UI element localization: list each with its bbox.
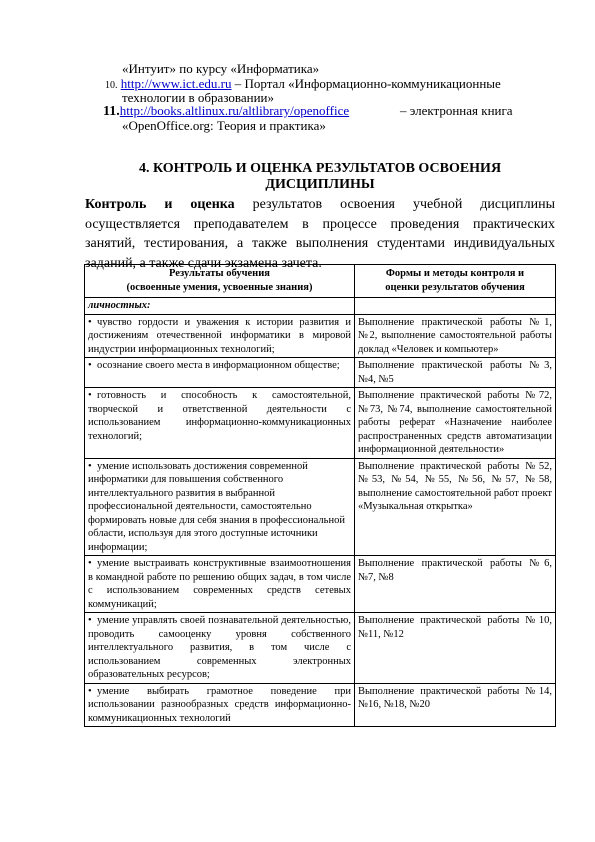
header-line: Формы и методы контроля и bbox=[385, 268, 525, 279]
method-cell: Выполнение практической работы №72, №73, №74, выполнение самостоятельной работы реферат «Назначение наиболее распространенных средств автоматизации информационной деятельности» bbox=[355, 388, 556, 459]
result-cell bbox=[85, 358, 355, 388]
method-cell: Выполнение практической работы №10, №11, №12 bbox=[355, 613, 556, 684]
result-text: умение выбирать грамотное поведение при использовании разнообразных средств информационно-коммуникационных технологий bbox=[88, 685, 351, 724]
table-row bbox=[85, 613, 556, 684]
result-text: готовность и способность к самостоятельной, творческой и ответственной деятельности с использованием информационно-коммуникационных технологий; bbox=[88, 390, 351, 442]
empty-cell bbox=[355, 298, 556, 315]
method-cell: Выполнение практической работы №1, №2, выполнение самостоятельной работы доклад «Человек и компьютер» bbox=[355, 314, 556, 358]
lead-text: результатов освоения учебной дисциплины осуществляется преподавателем в процессе проведения практических занятий, тестирования, а также выполнения студентами индивидуальных заданий, а также сдачи экзамена зачета. bbox=[85, 197, 555, 271]
header-line: (освоенные умения, усвоенные знания) bbox=[126, 282, 313, 293]
reference-item-11 bbox=[103, 103, 349, 119]
bullet-icon: • bbox=[88, 615, 92, 626]
header-line: оценки результатов обучения bbox=[385, 282, 525, 293]
results-table bbox=[84, 264, 556, 727]
reference-link-ict[interactable]: http://www.ict.edu.ru bbox=[120, 76, 232, 91]
result-text: осознание своего места в информационном обществе; bbox=[97, 360, 340, 371]
bullet-icon: • bbox=[88, 390, 92, 401]
bullet-icon: • bbox=[88, 360, 92, 371]
reference-item-11-cont: «OpenOffice.org: Теория и практика» bbox=[122, 118, 326, 133]
header-methods bbox=[355, 265, 556, 298]
reference-link-altlinux[interactable]: http://books.altlinux.ru/altlibrary/openoffice bbox=[119, 103, 350, 118]
method-cell: Выполнение практической работы №3, №4, №5 bbox=[355, 358, 556, 388]
lead-bold-text: Контроль и оценка bbox=[85, 197, 235, 212]
table-row bbox=[85, 556, 556, 613]
result-cell bbox=[85, 683, 355, 727]
reference-number: 11. bbox=[103, 104, 120, 119]
reference-number: 10. bbox=[105, 80, 118, 91]
table-row bbox=[85, 458, 556, 556]
method-cell: Выполнение практической работы №52, №53, №54, №55, №56, №57, №58, выполнение самостоятельной работ проект «Музыкальная открытка» bbox=[355, 458, 556, 556]
table-header-row bbox=[85, 265, 556, 298]
bullet-icon: • bbox=[88, 460, 92, 472]
reference-item-10-cont: технологии в образовании» bbox=[122, 90, 274, 105]
category-label: личностных: bbox=[85, 298, 355, 315]
header-results bbox=[85, 265, 355, 298]
result-cell bbox=[85, 458, 355, 556]
bullet-icon: • bbox=[88, 316, 92, 328]
result-text: умение управлять своей познавательной деятельностью, проводить самооценку уровня собственного интеллектуального развития, в том числе с использованием современных электронных образовательных ресурсов; bbox=[88, 615, 351, 680]
method-cell: Выполнение практической работы №14, №16, №18, №20 bbox=[355, 683, 556, 727]
section-title-line: 4. КОНТРОЛЬ И ОЦЕНКА РЕЗУЛЬТАТОВ ОСВОЕНИЯ bbox=[138, 161, 502, 176]
reference-text: – Портал «Информационно-коммуникационные bbox=[231, 76, 501, 91]
result-cell bbox=[85, 556, 355, 613]
result-text: умение выстраивать конструктивные взаимоотношения в командной работе по решению общих задач, в том числе с использованием современных средств сетевых коммуникаций; bbox=[88, 558, 351, 610]
result-cell bbox=[85, 388, 355, 459]
method-cell: Выполнение практической работы №6, №7, №8 bbox=[355, 556, 556, 613]
bullet-icon: • bbox=[88, 685, 92, 697]
table-row bbox=[85, 314, 556, 358]
intro-paragraph bbox=[85, 195, 555, 273]
table-row bbox=[85, 388, 556, 459]
table-row bbox=[85, 358, 556, 388]
section-title bbox=[85, 161, 555, 193]
result-text: умение использовать достижения современной информатики для повышения собственного интеллектуального развития в выбранной профессиональной деятельности, самостоятельно формировать новые для себя знания в профессиональной области, используя для этого доступные источники информации; bbox=[88, 460, 345, 553]
result-text: чувство гордости и уважения к истории развития и достижениям отечественной информатики в мировой индустрии информационных технологий; bbox=[88, 316, 351, 355]
result-cell bbox=[85, 314, 355, 358]
result-cell bbox=[85, 613, 355, 684]
section-title-line: ДИСЦИПЛИНЫ bbox=[265, 177, 375, 192]
header-line: Результаты обучения bbox=[169, 268, 270, 279]
category-row bbox=[85, 298, 556, 315]
reference-continuation: «Интуит» по курсу «Информатика» bbox=[122, 61, 320, 76]
table-row bbox=[85, 683, 556, 727]
reference-text: – электронная книга bbox=[400, 103, 513, 118]
bullet-icon: • bbox=[88, 558, 92, 569]
